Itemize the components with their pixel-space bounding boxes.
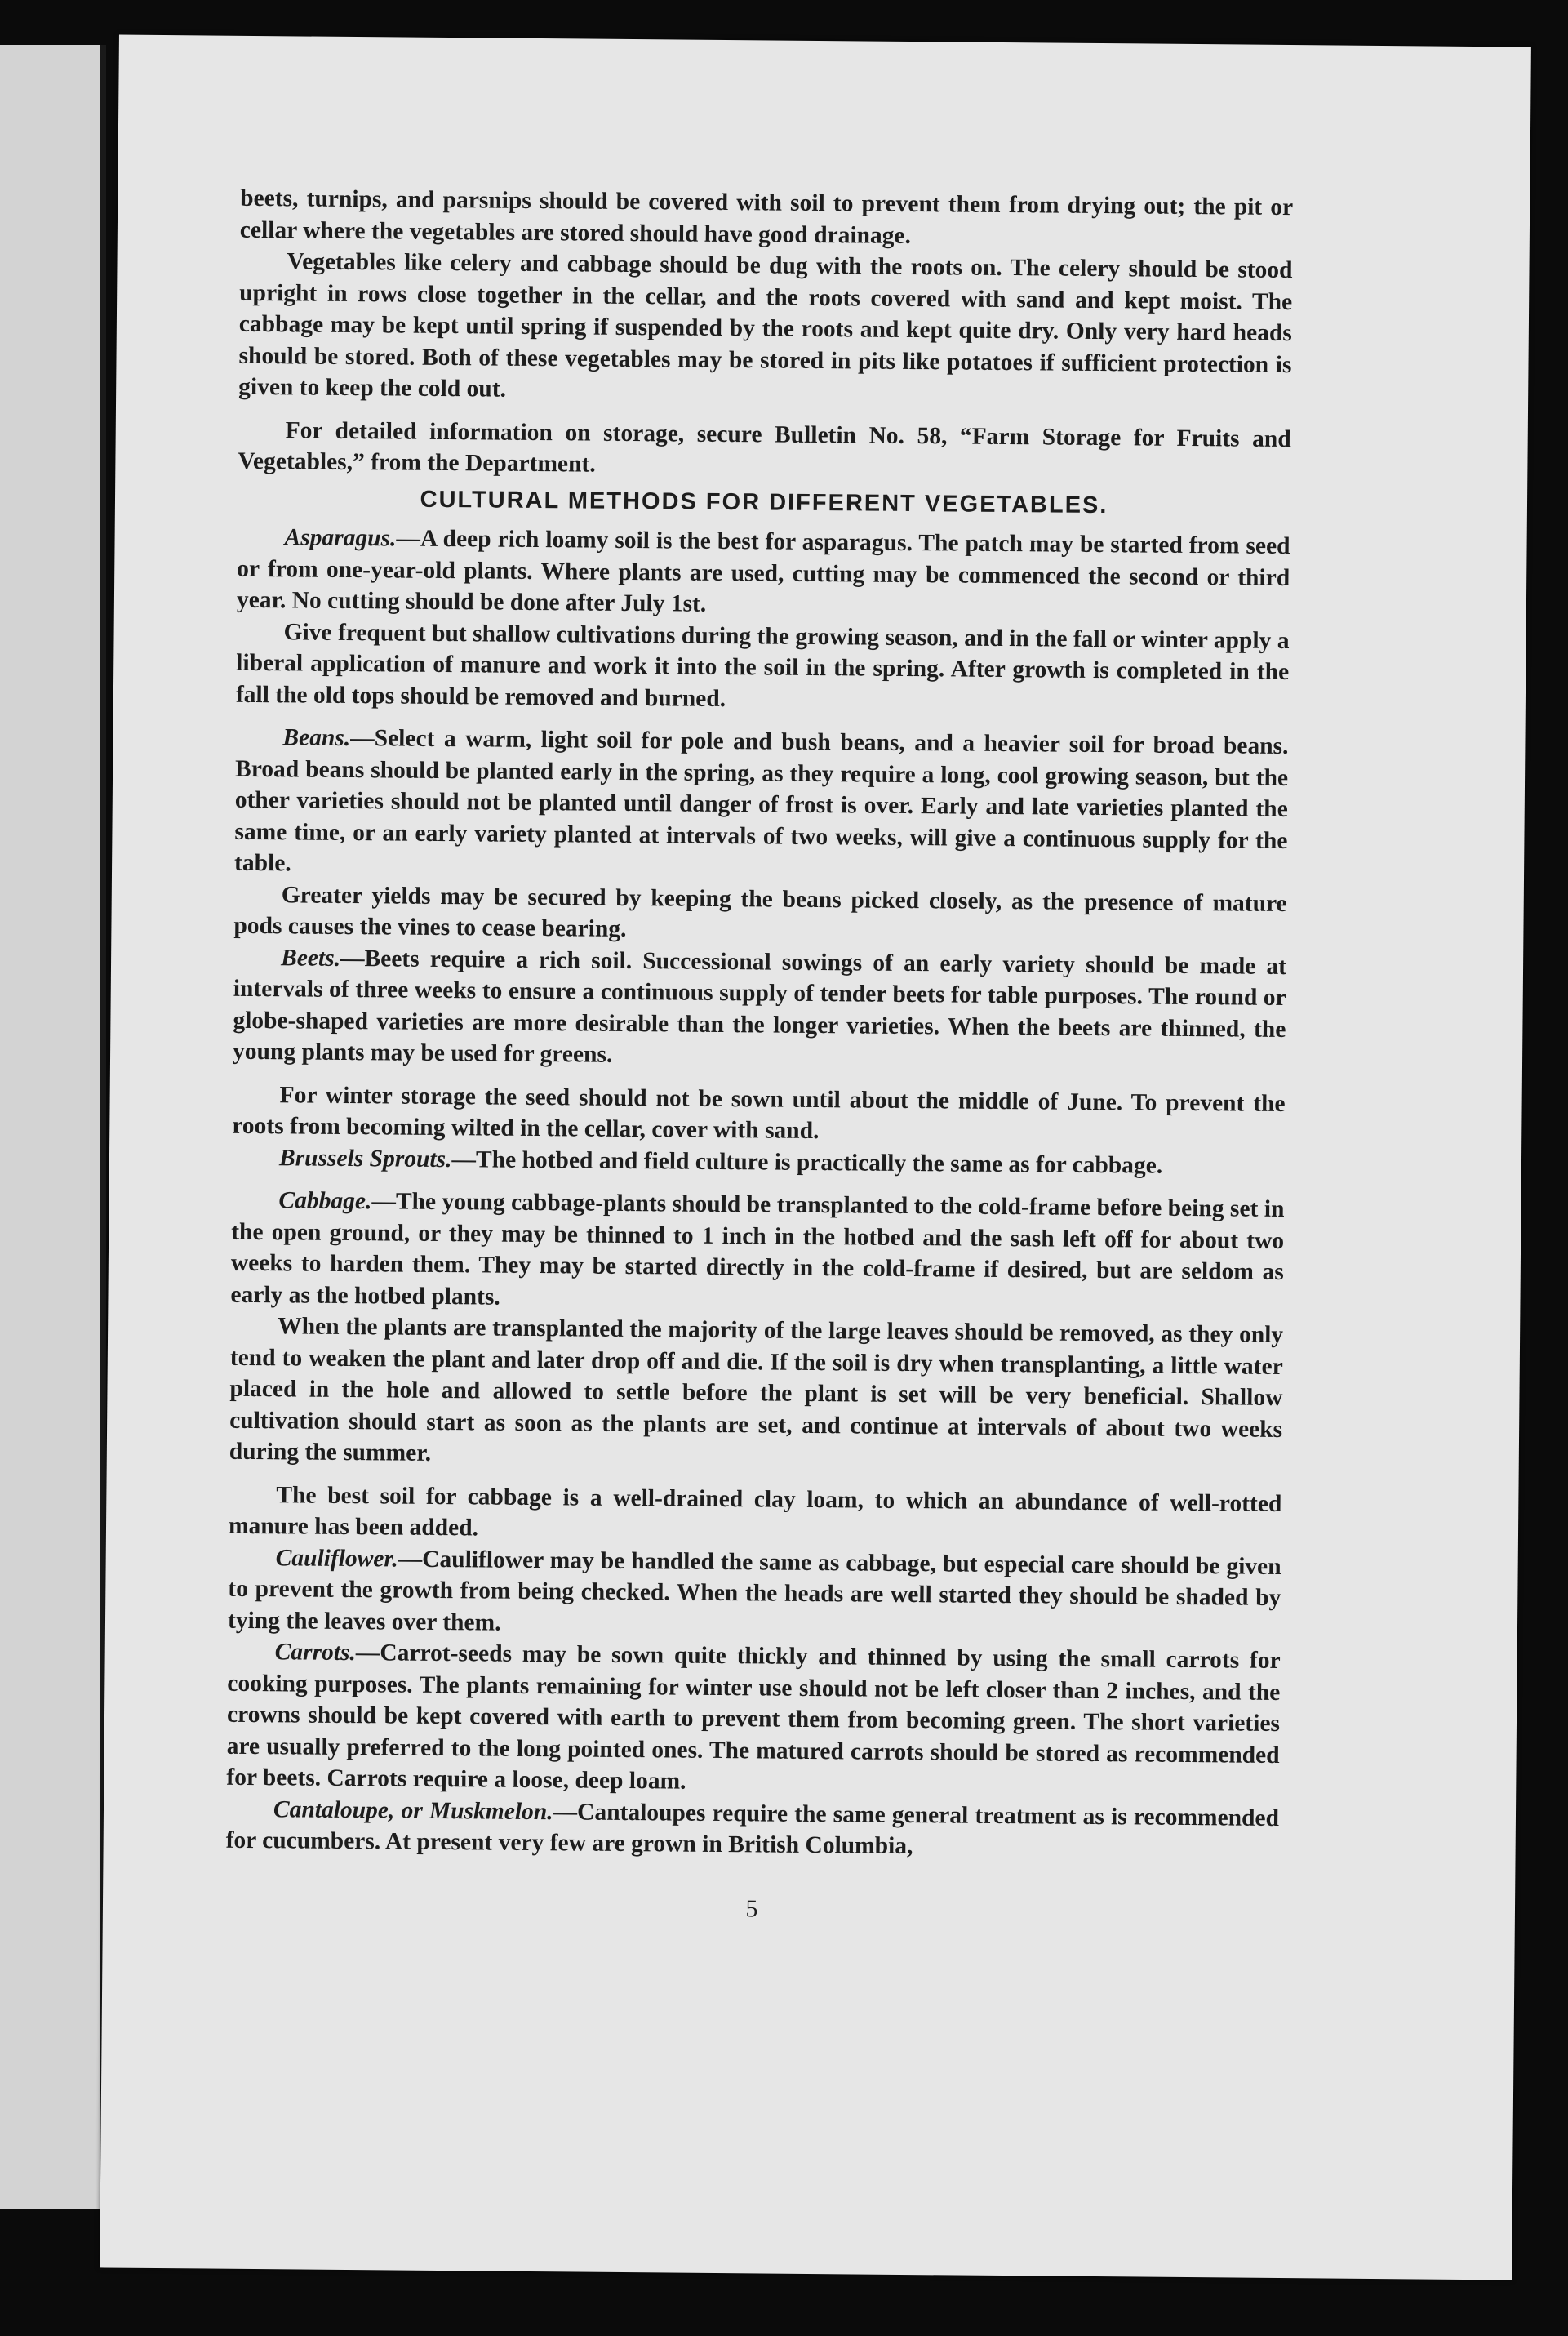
entry-text: —The young cabbage-plants should be transplanted to the cold-frame before being set in the open ground, or they may be thinned to 1 inch in the hotbed and the sash left off for about two weeks to harden them. They may be started directly in the cold-frame if desired, but are seldom as early as the hotbed plants.: [230, 1188, 1285, 1310]
entry-text: —Select a warm, light soil for pole and bush beans, and a heavier soil for broad beans. Broad beans should be planted early in the spring, as they require a long, cool growing season, but the other varieties should not be planted until danger of frost is over. Early and late varieties planted the same time, or an early variety planted at intervals of two weeks, will give a continuous supply for the table.: [233, 725, 1289, 877]
entry-term: Beans.: [282, 724, 351, 752]
entry-term: Beets.: [280, 944, 341, 972]
entry-beans: [234, 722, 1289, 888]
page-number: 5: [745, 1894, 758, 1922]
entry-term: Carrots.: [274, 1639, 357, 1666]
entry-text: —Cantaloupes require the same general treatment as is recommended for cucumbers. At present very few are grown in British Columbia,: [225, 1798, 1280, 1860]
paragraph: For detailed information on storage, secure Bulletin No. 58, “Farm Storage for Fruits and Vegetables,” from the Department.: [238, 416, 1291, 478]
entry-term: Asparagus.: [284, 524, 397, 552]
page-body: [225, 183, 1294, 1922]
entry-text: —The hotbed and field culture is practically the same as for cabbage.: [451, 1146, 1163, 1179]
entry-carrots: [226, 1636, 1281, 1803]
entry-text: —Carrot-seeds may be sown quite thickly and thinned by using the small carrots for cooking purposes. The plants remaining for winter use should not be left closer than 2 inches, and the crowns should be kept covered with earth to prevent them from becoming green. The short varieties are usually preferred to the long pointed ones. The matured carrots should be stored as recommended for beets. Carrots require a loose, deep loam.: [226, 1640, 1281, 1795]
paragraph: When the plants are transplanted the majority of the large leaves should be removed, as they only tend to weaken the plant and later drop off and die. If the soil is dry when transplanting, a little water placed in the hole and allowed to settle before the plant is set will be very beneficial. Shallow cultivation should start as soon as the plants are set, and continue at intervals of about two weeks during the summer.: [229, 1313, 1284, 1466]
paragraph: For winter storage the seed should not be sown until about the middle of June. To prevent the roots from becoming wilted in the cellar, cover with sand.: [232, 1081, 1286, 1145]
section-heading: CULTURAL METHODS FOR DIFFERENT VEGETABLES.: [420, 486, 1108, 518]
entry-text: —Beets require a rich soil. Successional sowings of an early variety should be made at intervals of three weeks to ensure a continuous supply of tender beets for table purposes. The round or globe-shaped varieties are more desirable than the longer varieties. When the beets are thinned, the young plants may be used for greens.: [232, 945, 1287, 1068]
entry-cauliflower: [228, 1542, 1281, 1645]
entry-term: Brussels Sprouts.: [278, 1144, 452, 1172]
paragraph: beets, turnips, and parsnips should be covered with soil to prevent them from drying out; the pit or cellar where the vegetables are stored should have good drainage.: [239, 185, 1294, 249]
entry-text: —Cauliflower may be handled the same as cabbage, but especial care should be given to prevent the growth from being checked. When the heads are well started they should be shaded by tying the leaves over them.: [227, 1546, 1281, 1636]
paragraph: Vegetables like celery and cabbage should be dug with the roots on. The celery should be stood upright in rows close together in the cellar, and the roots covered with sand and kept moist. The cabbage may be kept until spring if suspended by the roots and kept quite dry. Only very hard heads should be stored. Both of these vegetables may be stored in pits like potatoes if sufficient protection is given to keep the cold out.: [238, 248, 1293, 403]
entry-term: Cabbage.: [278, 1187, 372, 1215]
adjacent-page-edge: [0, 45, 106, 2209]
entry-cabbage: [230, 1185, 1284, 1319]
entry-beets: [233, 941, 1286, 1076]
entry-term: Cantaloupe, or Muskmelon.: [273, 1795, 553, 1825]
document-page: [100, 35, 1531, 2280]
paragraph: Give frequent but shallow cultivations during the growing season, and in the fall or winter apply a liberal application of manure and work it into the soil in the spring. After growth is completed in the fall the old tops should be removed and burned.: [235, 618, 1290, 712]
paragraph: Greater yields may be secured by keeping the beans picked closely, as the presence of mature pods causes the vines to cease bearing.: [233, 881, 1287, 942]
entry-text: —A deep rich loamy soil is the best for asparagus. The patch may be started from seed or from one-year-old plants. Where plants are used, cutting may be commenced the second or third year. No cutting should be done after July 1st.: [236, 525, 1290, 617]
entry-cantaloupe: [226, 1793, 1280, 1865]
entry-term: Cauliflower.: [275, 1544, 398, 1573]
entry-asparagus: [237, 522, 1290, 625]
paragraph: The best soil for cabbage is a well-drained clay loam, to which an abundance of well-rotted manure has been added.: [228, 1481, 1282, 1542]
